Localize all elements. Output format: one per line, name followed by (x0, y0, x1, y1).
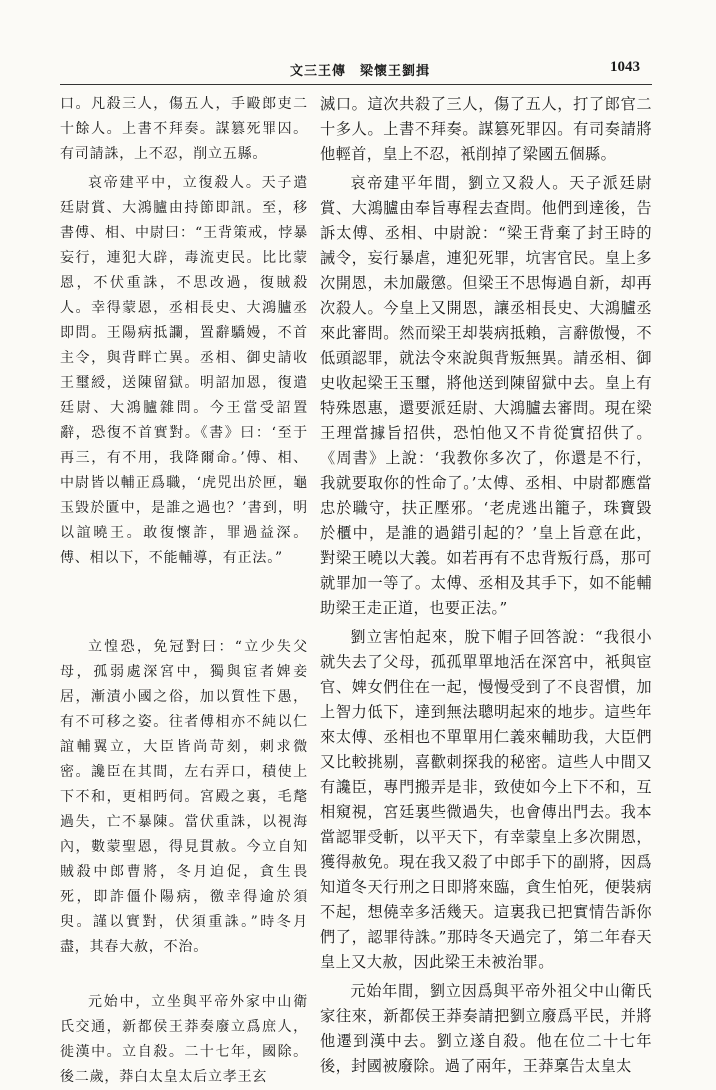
translation-paragraph-1: 滅口。這次共殺了三人，傷了五人，打了郎官二十多人。上書不拜奏。謀篡死罪囚。有司奏請將他輕首，皇上不忍，衹削掉了梁國五個縣。 (320, 95, 652, 163)
classical-paragraph-3: 立惶恐，免冠對曰：“立少失父母，孤弱處深宮中，獨與宦者婢妾居，漸漬小國之俗，加以質性下愚，有不可移之姿。往者傅相亦不純以仁誼輔翼立，大臣皆尚苛刻，刺求微密。讒臣在其間，左右弄口，積使上下不和，更相眄伺。宮殿之裏，毛氂過失，亡不暴陳。當伏重誅，以視海內，數蒙聖恩，得見貫赦。今立自知賊殺中郎曹將，冬月迫促，貪生畏死，即詐僵仆陽病，徼幸得逾於須臾。謹以實對，伏須重誅。”時冬月盡，其春大赦，不治。 (60, 639, 308, 955)
translation-paragraph-3: 劉立害怕起來，脫下帽子回答說：“我很小就失去了父母，孤孤單單地活在深宮中，衹與宦官、婢女們住在一起，慢慢受到了不良習慣，加上智力低下，達到無法聰明起來的地步。這些年來太傅、丞相也不單單用仁義來輔助我，大臣們又比較挑剔，喜歡刺探我的秘密。這些人中間又有讒臣，專門搬弄是非，致使如今上下不和，互相窺視，宮廷裏些微過失，也會傳出門去。我本當認罪受斬，以平天下，有幸蒙皇上多次開恩，獲得赦免。現在我又殺了中郎手下的副將，因爲知道冬天行刑之日即將來臨，貪生怕死，便裝病不起，想僥幸多活幾天。這裏我已把實情告訴你們了，認罪待誅。”那時冬天過完了，第二年春天皇上又大赦，因此梁王未被治罪。 (320, 628, 652, 971)
classical-paragraph-1: 口。凡殺三人，傷五人，手毆郎吏二十餘人。上書不拜奏。謀篡死罪囚。有司請誅，上不忍，削立五縣。 (60, 96, 308, 162)
running-header (80, 60, 640, 82)
classical-paragraph-4: 元始中，立坐與平帝外家中山衛氏交通，新都侯王莽奏廢立爲庶人，徙漢中。立自殺。二十七年，國除。後二歲，莽白太皇太后立孝王玄 (60, 994, 308, 1085)
translation-column (320, 92, 652, 1075)
header-title: 文三王傳 梁懷王劉揖 (290, 64, 431, 79)
header-rule (60, 84, 652, 85)
page-number: 1043 (610, 59, 640, 75)
classical-paragraph-2: 哀帝建平中，立復殺人。天子遣廷尉賞、大鴻臚由持節即訊。至，移書傅、相、中尉曰：“王背策戒，悖暴妄行，連犯大辟，毒流吏民。比比蒙恩，不伏重誅，不思改過，復賊殺人。幸得蒙恩，丞相長史、大鴻臚丞即問。王陽病抵讕，置辭驕嫚，不首主令，與背畔亡異。丞相、御史請收王璽綬，送陳留獄。明詔加恩，復遣廷尉、大鴻臚雜問。今王當受詔置辭，恐復不首實對。《書》曰：‘至于再三，有不用，我降爾命。’傅、相、中尉皆以輔正爲職，‘虎兕出於匣，龜玉毀於匱中，是誰之過也？’書到，明以誼曉王。敢復懷詐，罪過益深。傅、相以下，不能輔導，有正法。” (60, 175, 308, 566)
classical-text-column (60, 92, 308, 1085)
translation-paragraph-4: 元始年間，劉立因爲與平帝外祖父中山衛氏家往來，新都侯王莽奏請把劉立廢爲平民，并將他遷到漢中去。劉立遂自殺。他在位二十七年後，封國被廢除。過了兩年，王莽稟告太皇太 (320, 982, 652, 1075)
translation-paragraph-2: 哀帝建平年間，劉立又殺人。天子派廷尉賞、大鴻臚由奉旨專程去查問。他們到達後，告訴太傅、丞相、中尉說：“梁王背棄了封王時的誡令，妄行暴虐，連犯死罪，坑害官民。皇上多次開恩，未加嚴懲。但梁王不思悔過自新，却再次殺人。今皇上又開恩，讓丞相長史、大鴻臚丞來此審問。然而梁王却裝病抵賴，言辭傲慢，不低頭認罪，就法令來說與背叛無異。請丞相、御史收起梁王玉璽，將他送到陳留獄中去。皇上有特殊恩惠，還要派廷尉、大鴻臚去審問。現在梁王理當據旨招供，恐怕他又不肯從實招供了。《周書》上說：‘我教你多次了，你還是不行，我就要取你的性命了。’太傅、丞相、中尉都應當忠於職守，扶正壓邪。‘老虎逃出籠子，珠寶毀於櫃中，是誰的過錯引起的？’皇上旨意在此，對梁王曉以大義。如若再有不忠背叛行爲，那可就罪加一等了。太傅、丞相及其手下，如不能輔助梁王走正道，也要正法。” (320, 174, 652, 617)
